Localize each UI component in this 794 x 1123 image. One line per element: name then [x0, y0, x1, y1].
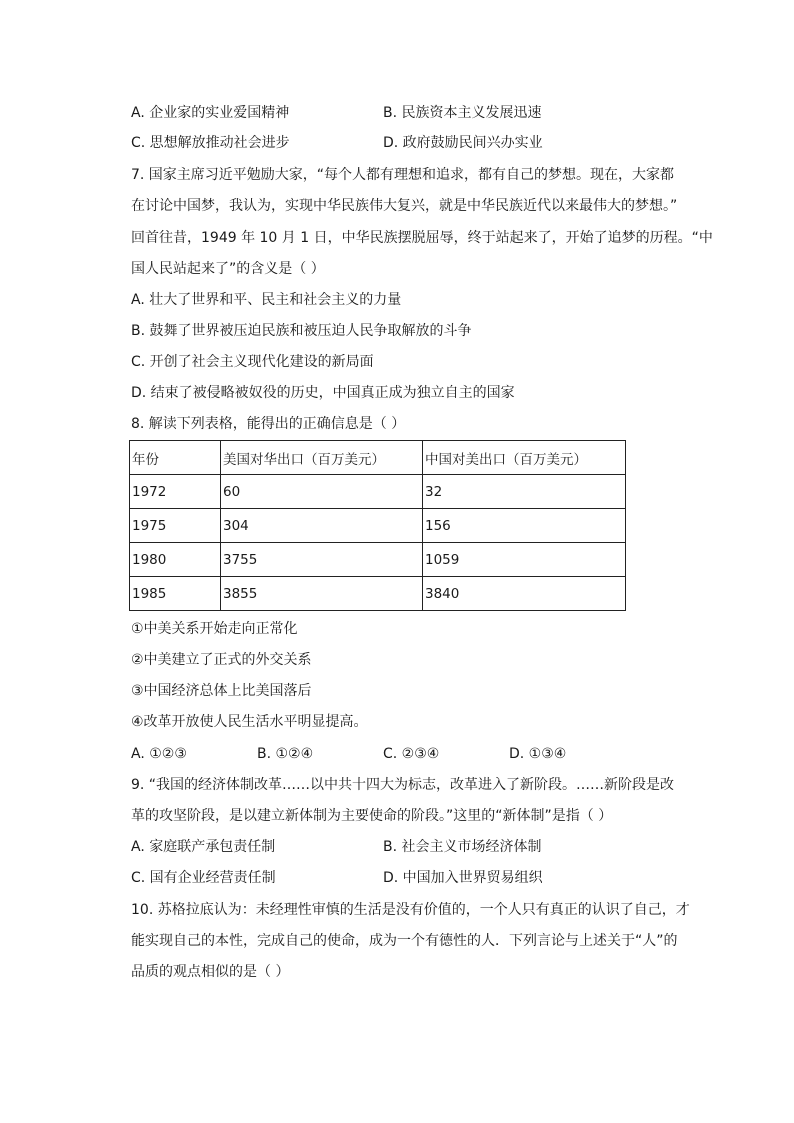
- q8-option-c: C. ②③④: [383, 746, 440, 762]
- q10-stem-line-2: 能实现自己的本性，完成自己的使命，成为一个有德性的人．下列言论与上述关于“人”的: [131, 933, 678, 949]
- table-cell: 32: [423, 475, 626, 509]
- table-cell: 60: [221, 475, 423, 509]
- q6-option-c: C. 思想解放推动社会进步: [131, 135, 290, 151]
- q10-stem-line-3: 品质的观点相似的是（ ）: [131, 964, 290, 980]
- q6-option-b: B. 民族资本主义发展迅速: [383, 105, 542, 121]
- q7-stem-line-2: 在讨论中国梦，我认为，实现中华民族伟大复兴，就是中华民族近代以来最伟大的梦想。”: [131, 198, 678, 214]
- table-row: [130, 543, 626, 577]
- q9-stem-line-2: 革的攻坚阶段，是以建立新体制为主要使命的阶段。”这里的“新体制”是指（ ）: [131, 808, 613, 824]
- export-table: [129, 440, 626, 611]
- q8-statement-2: ②中美建立了正式的外交关系: [131, 652, 312, 668]
- table-header-cell: 中国对美出口（百万美元）: [423, 441, 626, 475]
- table-cell: 3840: [423, 577, 626, 611]
- table-cell: 3855: [221, 577, 423, 611]
- q8-statement-4: ④改革开放使人民生活水平明显提高。: [131, 714, 368, 730]
- table-cell: 304: [221, 509, 423, 543]
- q8-statement-3: ③中国经济总体上比美国落后: [131, 683, 312, 699]
- table-row: [130, 509, 626, 543]
- q7-option-a: A. 壮大了世界和平、民主和社会主义的力量: [131, 292, 402, 308]
- q9-option-c: C. 国有企业经营责任制: [131, 870, 276, 886]
- table-header-cell: 美国对华出口（百万美元）: [221, 441, 423, 475]
- table-cell: 3755: [221, 543, 423, 577]
- table-cell: 156: [423, 509, 626, 543]
- q6-option-a: A. 企业家的实业爱国精神: [131, 105, 290, 121]
- q7-option-b: B. 鼓舞了世界被压迫民族和被压迫人民争取解放的斗争: [131, 323, 472, 339]
- table-cell: 1980: [130, 543, 221, 577]
- table-cell: 1975: [130, 509, 221, 543]
- table-header-row: [130, 441, 626, 475]
- q9-stem-line-1: 9. “我国的经济体制改革……以中共十四大为标志，改革进入了新阶段。……新阶段是改: [131, 777, 675, 793]
- q10-stem-line-1: 10. 苏格拉底认为：未经理性审慎的生活是没有价值的，一个人只有真正的认识了自己，才: [131, 902, 690, 918]
- table-cell: 1059: [423, 543, 626, 577]
- table-cell: 1985: [130, 577, 221, 611]
- q6-option-d: D. 政府鼓励民间兴办实业: [383, 135, 543, 151]
- q8-statement-1: ①中美关系开始走向正常化: [131, 621, 298, 637]
- q8-option-b: B. ①②④: [257, 746, 314, 762]
- q7-option-c: C. 开创了社会主义现代化建设的新局面: [131, 354, 374, 370]
- q9-option-b: B. 社会主义市场经济体制: [383, 839, 542, 855]
- table-cell: 1972: [130, 475, 221, 509]
- table-header-cell: 年份: [130, 441, 221, 475]
- q8-option-d: D. ①③④: [509, 746, 567, 762]
- q7-option-d: D. 结束了被侵略被奴役的历史，中国真正成为独立自主的国家: [131, 385, 515, 401]
- q7-stem-line-1: 7. 国家主席习近平勉励大家，“每个人都有理想和追求，都有自己的梦想。现在，大家都: [131, 167, 675, 183]
- q8-option-a: A. ①②③: [131, 746, 187, 762]
- table-row: [130, 577, 626, 611]
- q7-stem-line-4: 国人民站起来了”的含义是（ ）: [131, 261, 325, 277]
- table-row: [130, 475, 626, 509]
- q9-option-d: D. 中国加入世界贸易组织: [383, 870, 543, 886]
- q7-stem-line-3: 回首往昔，1949 年 10 月 1 日，中华民族摆脱屈辱，终于站起来了，开始了追梦的历程。“中: [131, 230, 713, 246]
- q8-stem: 8. 解读下列表格，能得出的正确信息是（ ）: [131, 416, 406, 432]
- q9-option-a: A. 家庭联产承包责任制: [131, 839, 276, 855]
